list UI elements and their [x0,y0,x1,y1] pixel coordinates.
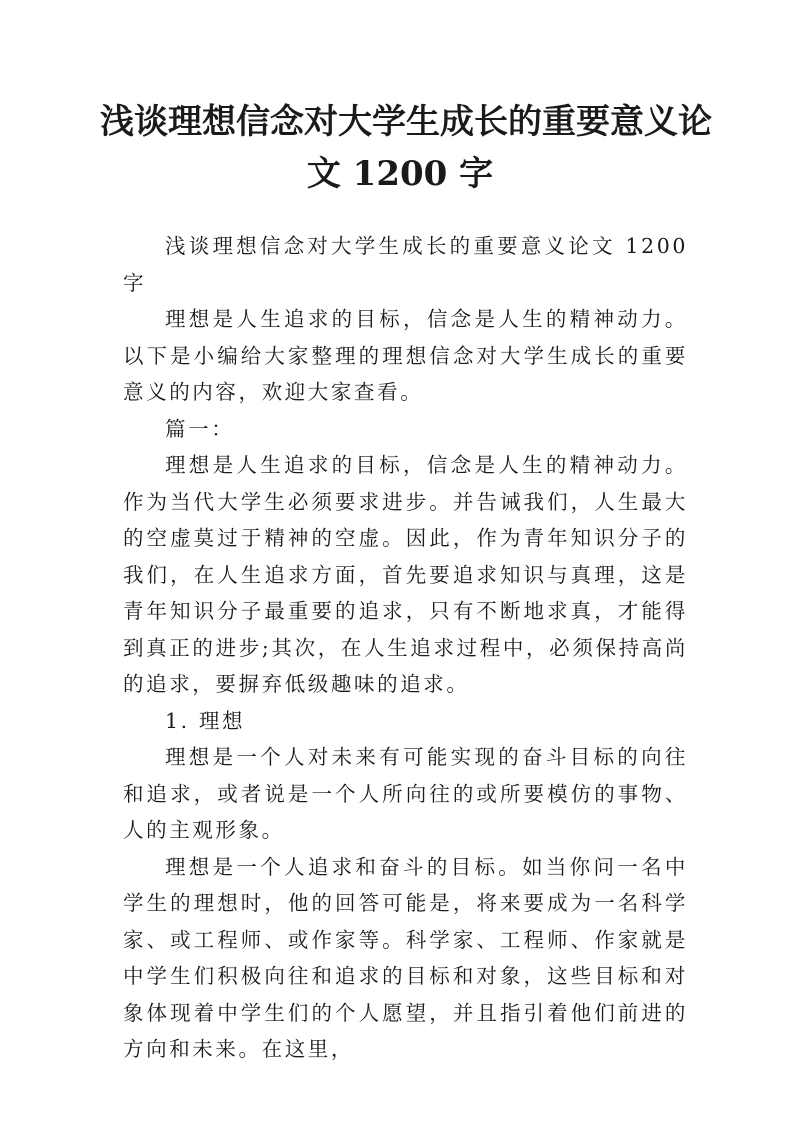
section-heading: 篇一： [165,416,235,441]
intro-paragraph: 理想是人生追求的目标，信念是人生的精神动力。以下是小编给大家整理的理想信念对大学生成长的重要意义的内容，欢迎大家查看。 [123,307,688,404]
title-line-1: 浅谈理想信念对大学生成长的重要意义论 [100,102,712,142]
subtitle-paragraph: 浅谈理想信念对大学生成长的重要意义论文 1200 字 [123,234,688,295]
subsection-heading: 1. 理想 [165,708,246,733]
body-paragraph: 理想是一个人追求和奋斗的目标。如当你问一名中学生的理想时，他的回答可能是，将来要成为一名科学家、或工程师、或作家等。科学家、工程师、作家就是中学生们积极向往和追求的目标和对象，这些目标和对象体现着中学生们的个人愿望，并且指引着他们前进的方向和未来。在这里， [123,854,688,1061]
body-paragraph: 理想是人生追求的目标，信念是人生的精神动力。作为当代大学生必须要求进步。并告诫我们，人生最大的空虚莫过于精神的空虚。因此，作为青年知识分子的我们，在人生追求方面，首先要追求知识与真理，这是青年知识分子最重要的追求，只有不断地求真，才能得到真正的进步;其次，在人生追求过程中，必须保持高尚的追求，要摒弃低级趣味的追求。 [123,453,688,696]
title-line-2: 文 1200 字 [306,154,494,194]
body-paragraph: 理想是一个人对未来有可能实现的奋斗目标的向往和追求，或者说是一个人所向往的或所要模仿的事物、人的主观形象。 [123,745,688,842]
document-body [123,228,688,1068]
document-title [100,96,712,200]
